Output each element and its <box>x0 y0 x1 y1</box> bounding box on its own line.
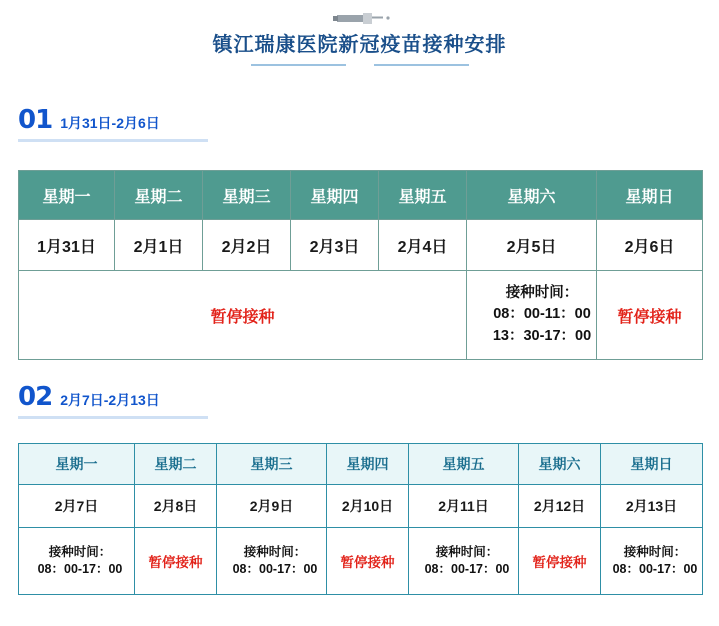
date-cell: 2月12日 <box>519 485 601 528</box>
table-header-row <box>19 444 703 485</box>
vaccination-time-cell <box>601 528 703 595</box>
page-title: 镇江瑞康医院新冠疫苗接种安排 <box>212 34 507 56</box>
syringe-icon <box>333 10 393 26</box>
weekday-header: 星期五 <box>409 444 519 485</box>
date-cell: 2月2日 <box>203 220 291 271</box>
section-01-number: 01 <box>18 105 53 135</box>
weekday-header: 星期五 <box>379 171 467 220</box>
time-line: 接种时间： <box>48 544 112 559</box>
underline-right <box>374 64 469 66</box>
vaccination-time-cell <box>217 528 327 595</box>
title-block <box>201 28 519 66</box>
date-cell: 2月7日 <box>19 485 135 528</box>
vaccination-time-cell <box>467 271 597 360</box>
time-line: 08：00-17：00 <box>612 562 698 576</box>
underline-left <box>251 64 346 66</box>
section-02-number: 02 <box>18 382 53 412</box>
date-cell: 2月10日 <box>327 485 409 528</box>
weekday-header: 星期三 <box>217 444 327 485</box>
table-row <box>19 485 703 528</box>
section-01-underline <box>18 139 208 142</box>
date-cell: 2月1日 <box>115 220 203 271</box>
header <box>0 0 719 78</box>
status-pause: 暂停接种 <box>519 528 601 595</box>
date-cell: 2月9日 <box>217 485 327 528</box>
status-pause: 暂停接种 <box>135 528 217 595</box>
date-cell: 2月5日 <box>467 220 597 271</box>
date-cell: 2月13日 <box>601 485 703 528</box>
weekday-header: 星期二 <box>115 171 203 220</box>
table-row <box>19 220 703 271</box>
weekday-header: 星期六 <box>467 171 597 220</box>
section-02-underline <box>18 416 208 419</box>
status-pause: 暂停接种 <box>597 271 703 360</box>
weekday-header: 星期一 <box>19 444 135 485</box>
time-line: 接种时间： <box>243 544 307 559</box>
table-header-row <box>19 171 703 220</box>
section-02-head <box>0 382 719 419</box>
table-row <box>19 528 703 595</box>
time-line: 接种时间： <box>505 285 579 302</box>
section-02-range: 2月7日-2月13日 <box>60 392 160 408</box>
weekday-header: 星期四 <box>291 171 379 220</box>
time-line: 08：00-17：00 <box>232 562 318 576</box>
weekday-header: 星期一 <box>19 171 115 220</box>
status-pause-merged: 暂停接种 <box>19 271 467 360</box>
date-cell: 2月4日 <box>379 220 467 271</box>
table-row <box>19 271 703 360</box>
weekday-header: 星期二 <box>135 444 217 485</box>
date-cell: 2月8日 <box>135 485 217 528</box>
date-cell: 1月31日 <box>19 220 115 271</box>
vaccination-time-cell <box>19 528 135 595</box>
time-line: 08：00-17：00 <box>424 562 510 576</box>
vaccination-time-cell <box>409 528 519 595</box>
time-line: 08：00-17：00 <box>37 562 123 576</box>
status-pause: 暂停接种 <box>327 528 409 595</box>
date-cell: 2月6日 <box>597 220 703 271</box>
schedule-table-week2 <box>18 443 703 595</box>
date-cell: 2月3日 <box>291 220 379 271</box>
weekday-header: 星期日 <box>597 171 703 220</box>
section-01-head <box>0 105 719 142</box>
time-line: 接种时间： <box>435 544 499 559</box>
weekday-header: 星期日 <box>601 444 703 485</box>
title-underline <box>201 64 519 66</box>
time-line: 13：30-17：00 <box>492 327 592 344</box>
section-01-range: 1月31日-2月6日 <box>60 115 160 131</box>
time-line: 接种时间： <box>623 544 687 559</box>
weekday-header: 星期六 <box>519 444 601 485</box>
time-line: 08：00-11：00 <box>493 306 591 323</box>
date-cell: 2月11日 <box>409 485 519 528</box>
weekday-header: 星期三 <box>203 171 291 220</box>
weekday-header: 星期四 <box>327 444 409 485</box>
schedule-table-week1 <box>18 170 703 360</box>
